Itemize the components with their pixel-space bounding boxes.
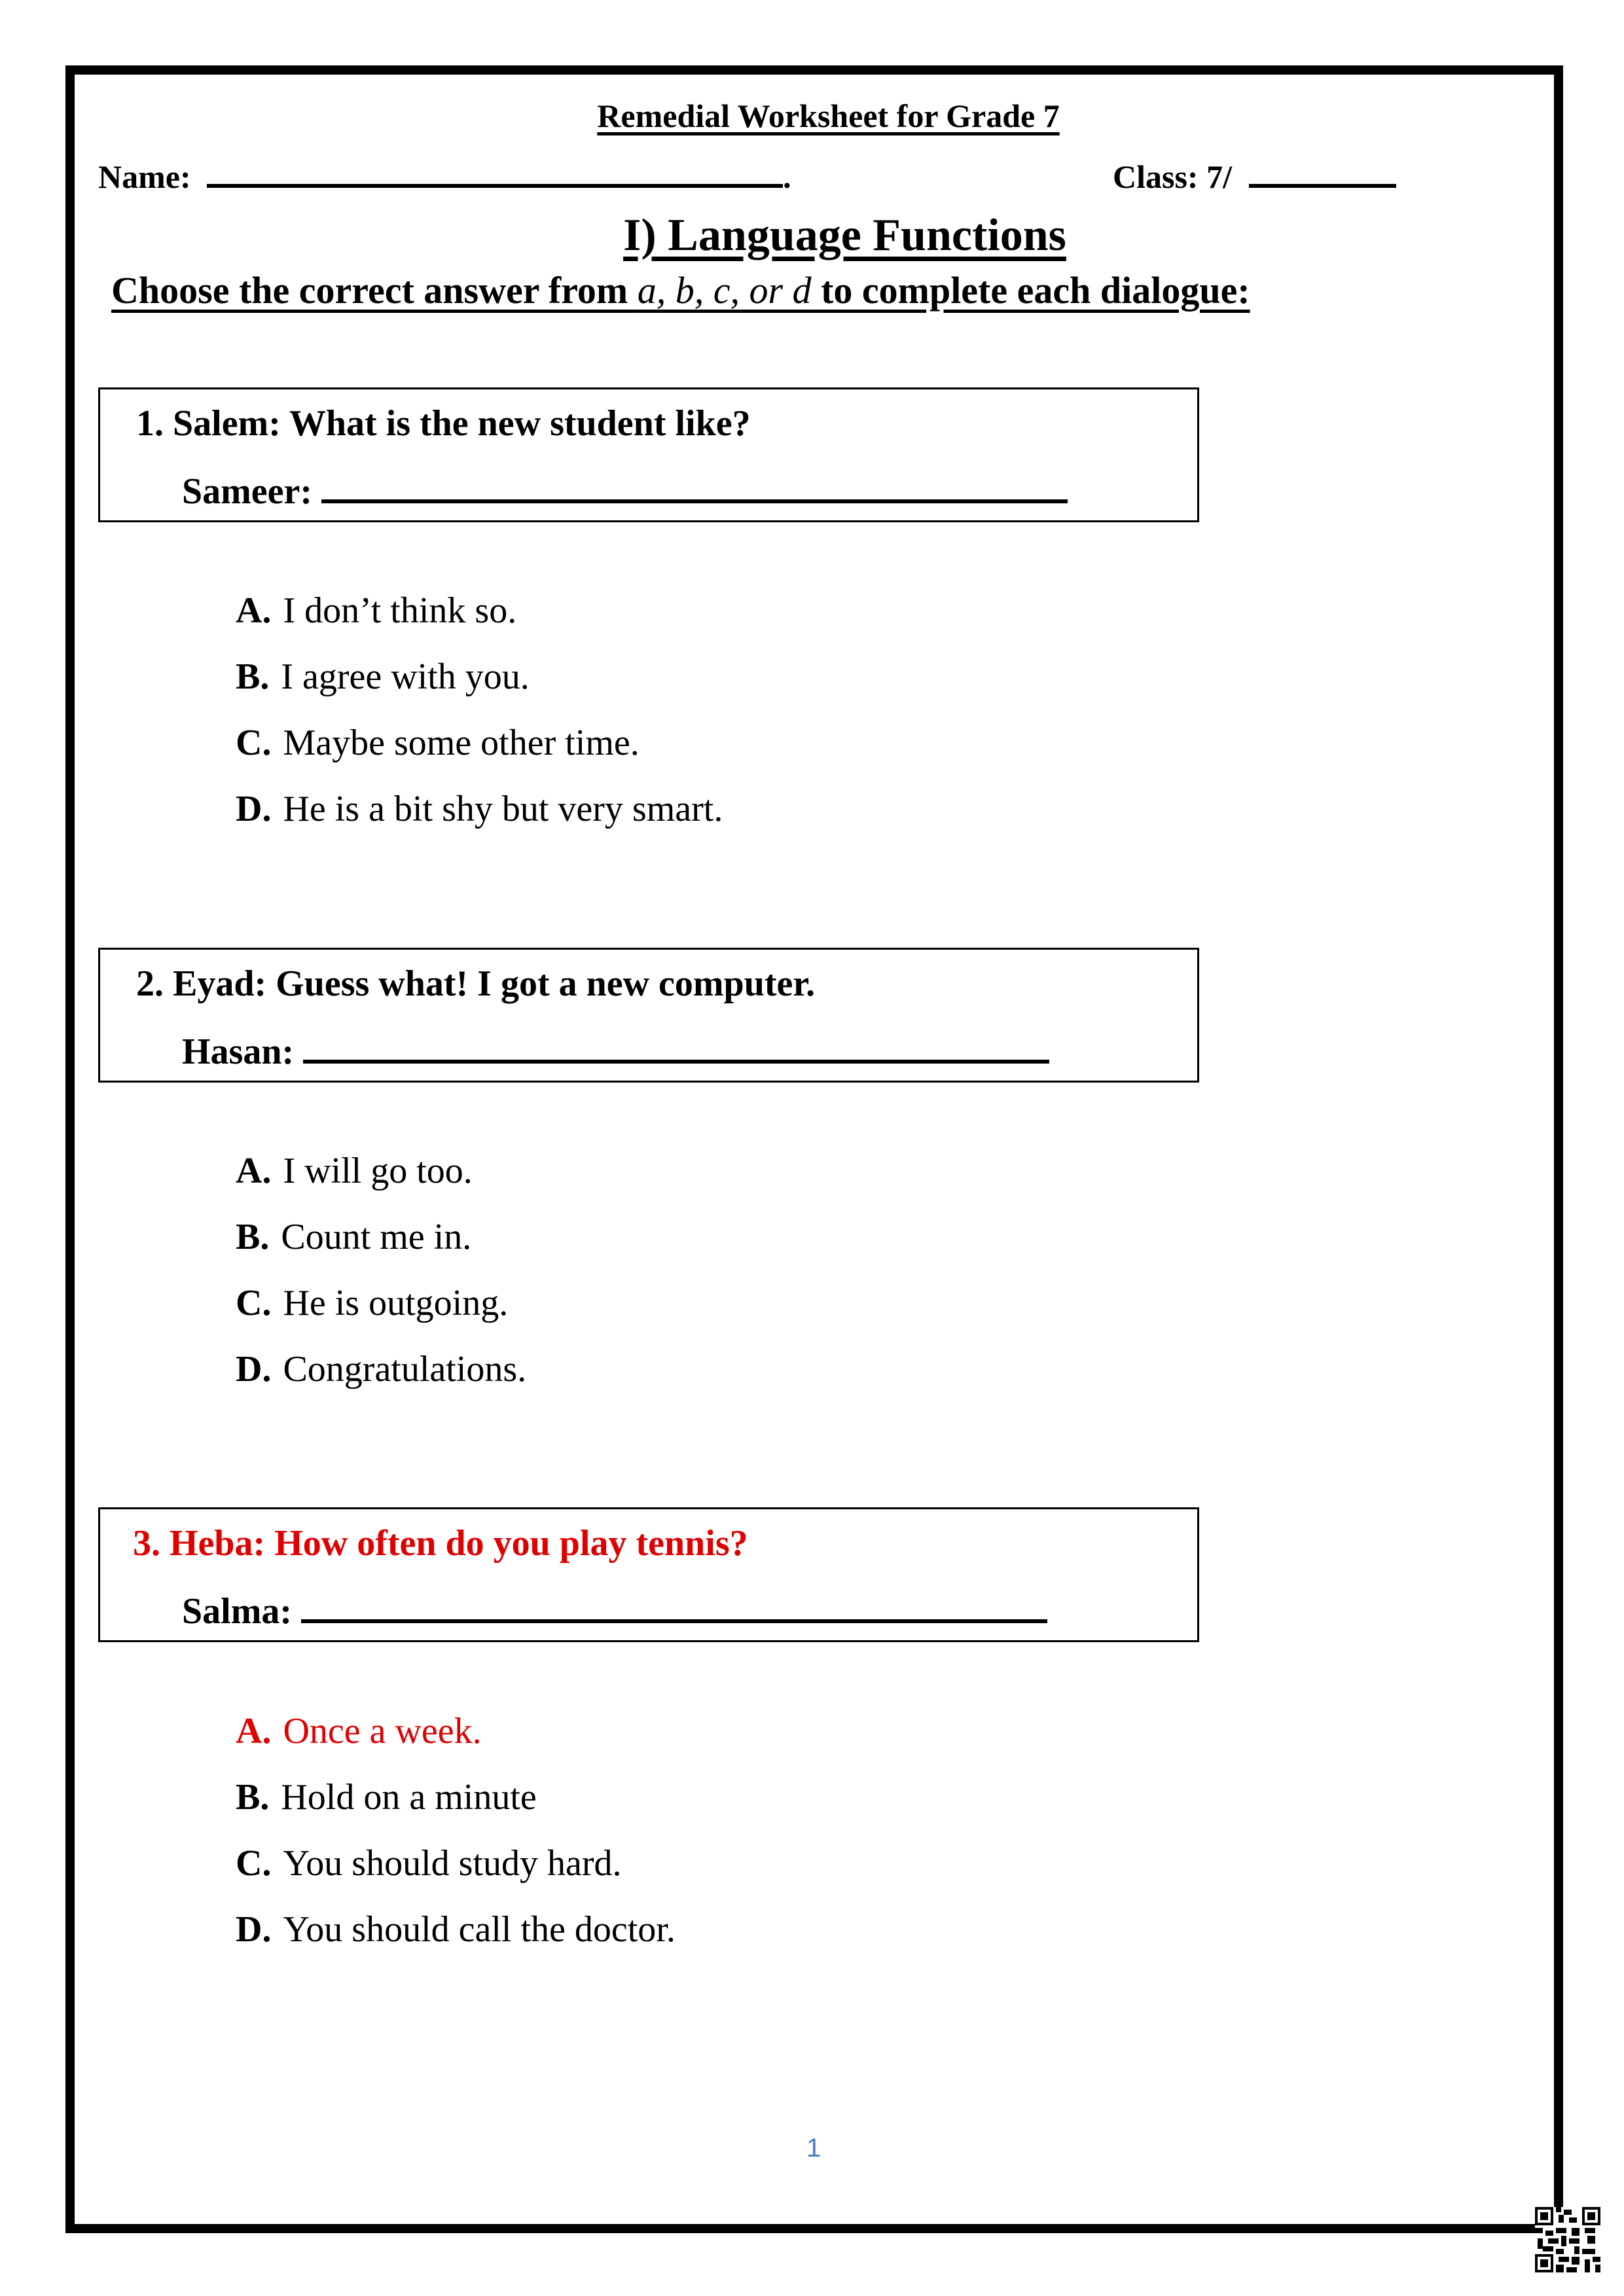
question-box-3 — [98, 1507, 1199, 1642]
question-box-1 — [98, 387, 1199, 522]
option-c[interactable] — [236, 1840, 676, 1907]
question-prompt — [136, 403, 751, 444]
answer-input-line[interactable] — [301, 1587, 1047, 1623]
option-letter: C. — [236, 1843, 272, 1884]
page-number: 1 — [806, 2134, 821, 2162]
option-letter: D. — [236, 789, 272, 829]
option-d[interactable] — [236, 1907, 676, 1973]
answer-row — [182, 1587, 1047, 1632]
option-letter: B. — [236, 1777, 270, 1818]
option-letter: B. — [236, 1217, 270, 1257]
name-terminator: . — [783, 158, 791, 195]
option-text: Count me in. — [281, 1217, 472, 1257]
option-a[interactable] — [236, 1148, 526, 1214]
name-input-line[interactable] — [207, 155, 783, 188]
answer-row — [182, 1027, 1049, 1073]
option-a[interactable] — [236, 588, 723, 654]
option-text: He is outgoing. — [283, 1283, 509, 1323]
option-letter: C. — [236, 723, 272, 763]
options-list-1 — [236, 588, 723, 852]
question-number: 3. — [133, 1523, 160, 1564]
name-field-row — [98, 155, 791, 196]
instruction-suffix: to complete each dialogue: — [811, 269, 1250, 312]
qr-code-icon — [1535, 2207, 1600, 2272]
answer-row — [182, 467, 1068, 512]
question-number: 1. — [136, 403, 164, 444]
option-d[interactable] — [236, 1346, 526, 1412]
question-prompt — [133, 1522, 748, 1564]
class-input-line[interactable] — [1249, 155, 1396, 188]
option-letter: D. — [236, 1349, 272, 1390]
question-text: Heba: How often do you play tennis? — [170, 1523, 748, 1564]
answer-input-line[interactable] — [303, 1027, 1049, 1064]
option-letter: D. — [236, 1909, 272, 1950]
option-letter: A. — [236, 1151, 272, 1191]
question-text: Salem: What is the new student like? — [173, 403, 751, 444]
option-text: Maybe some other time. — [283, 723, 640, 763]
option-text: He is a bit shy but very smart. — [283, 789, 723, 829]
option-text: I will go too. — [283, 1151, 473, 1191]
instruction-choices: a, b, c, or d — [637, 269, 812, 312]
worksheet-title: Remedial Worksheet for Grade 7 — [597, 98, 1060, 134]
responder-label: Salma: — [182, 1591, 292, 1632]
question-number: 2. — [136, 963, 164, 1004]
class-field-row — [1113, 155, 1396, 196]
options-list-2 — [236, 1148, 526, 1412]
option-text: You should call the doctor. — [283, 1909, 676, 1950]
option-c[interactable] — [236, 720, 723, 786]
option-letter: C. — [236, 1283, 272, 1323]
option-text: I don’t think so. — [283, 590, 517, 631]
option-text: Hold on a minute — [281, 1777, 537, 1818]
responder-label: Sameer: — [182, 471, 313, 512]
option-b[interactable] — [236, 654, 723, 720]
option-a-correct[interactable] — [236, 1708, 676, 1774]
option-text: I agree with you. — [281, 656, 530, 697]
option-b[interactable] — [236, 1774, 676, 1840]
option-text: You should study hard. — [283, 1843, 622, 1884]
instructions — [111, 268, 1250, 312]
answer-input-line[interactable] — [321, 467, 1068, 503]
section-title: I) Language Functions — [623, 210, 1066, 260]
option-text: Once a week. — [283, 1711, 482, 1751]
option-text: Congratulations. — [283, 1349, 527, 1390]
question-box-2 — [98, 948, 1199, 1083]
options-list-3 — [236, 1708, 676, 1973]
instruction-prefix: Choose the correct answer from — [111, 269, 638, 312]
option-d[interactable] — [236, 786, 723, 852]
option-letter: A. — [236, 590, 272, 631]
option-letter: B. — [236, 656, 270, 697]
question-prompt — [136, 963, 815, 1005]
question-text: Eyad: Guess what! I got a new computer. — [173, 963, 816, 1004]
name-label: Name: — [98, 158, 191, 195]
option-b[interactable] — [236, 1214, 526, 1280]
responder-label: Hasan: — [182, 1031, 295, 1072]
class-label: Class: 7/ — [1113, 158, 1232, 195]
option-letter: A. — [236, 1711, 272, 1751]
option-c[interactable] — [236, 1280, 526, 1346]
